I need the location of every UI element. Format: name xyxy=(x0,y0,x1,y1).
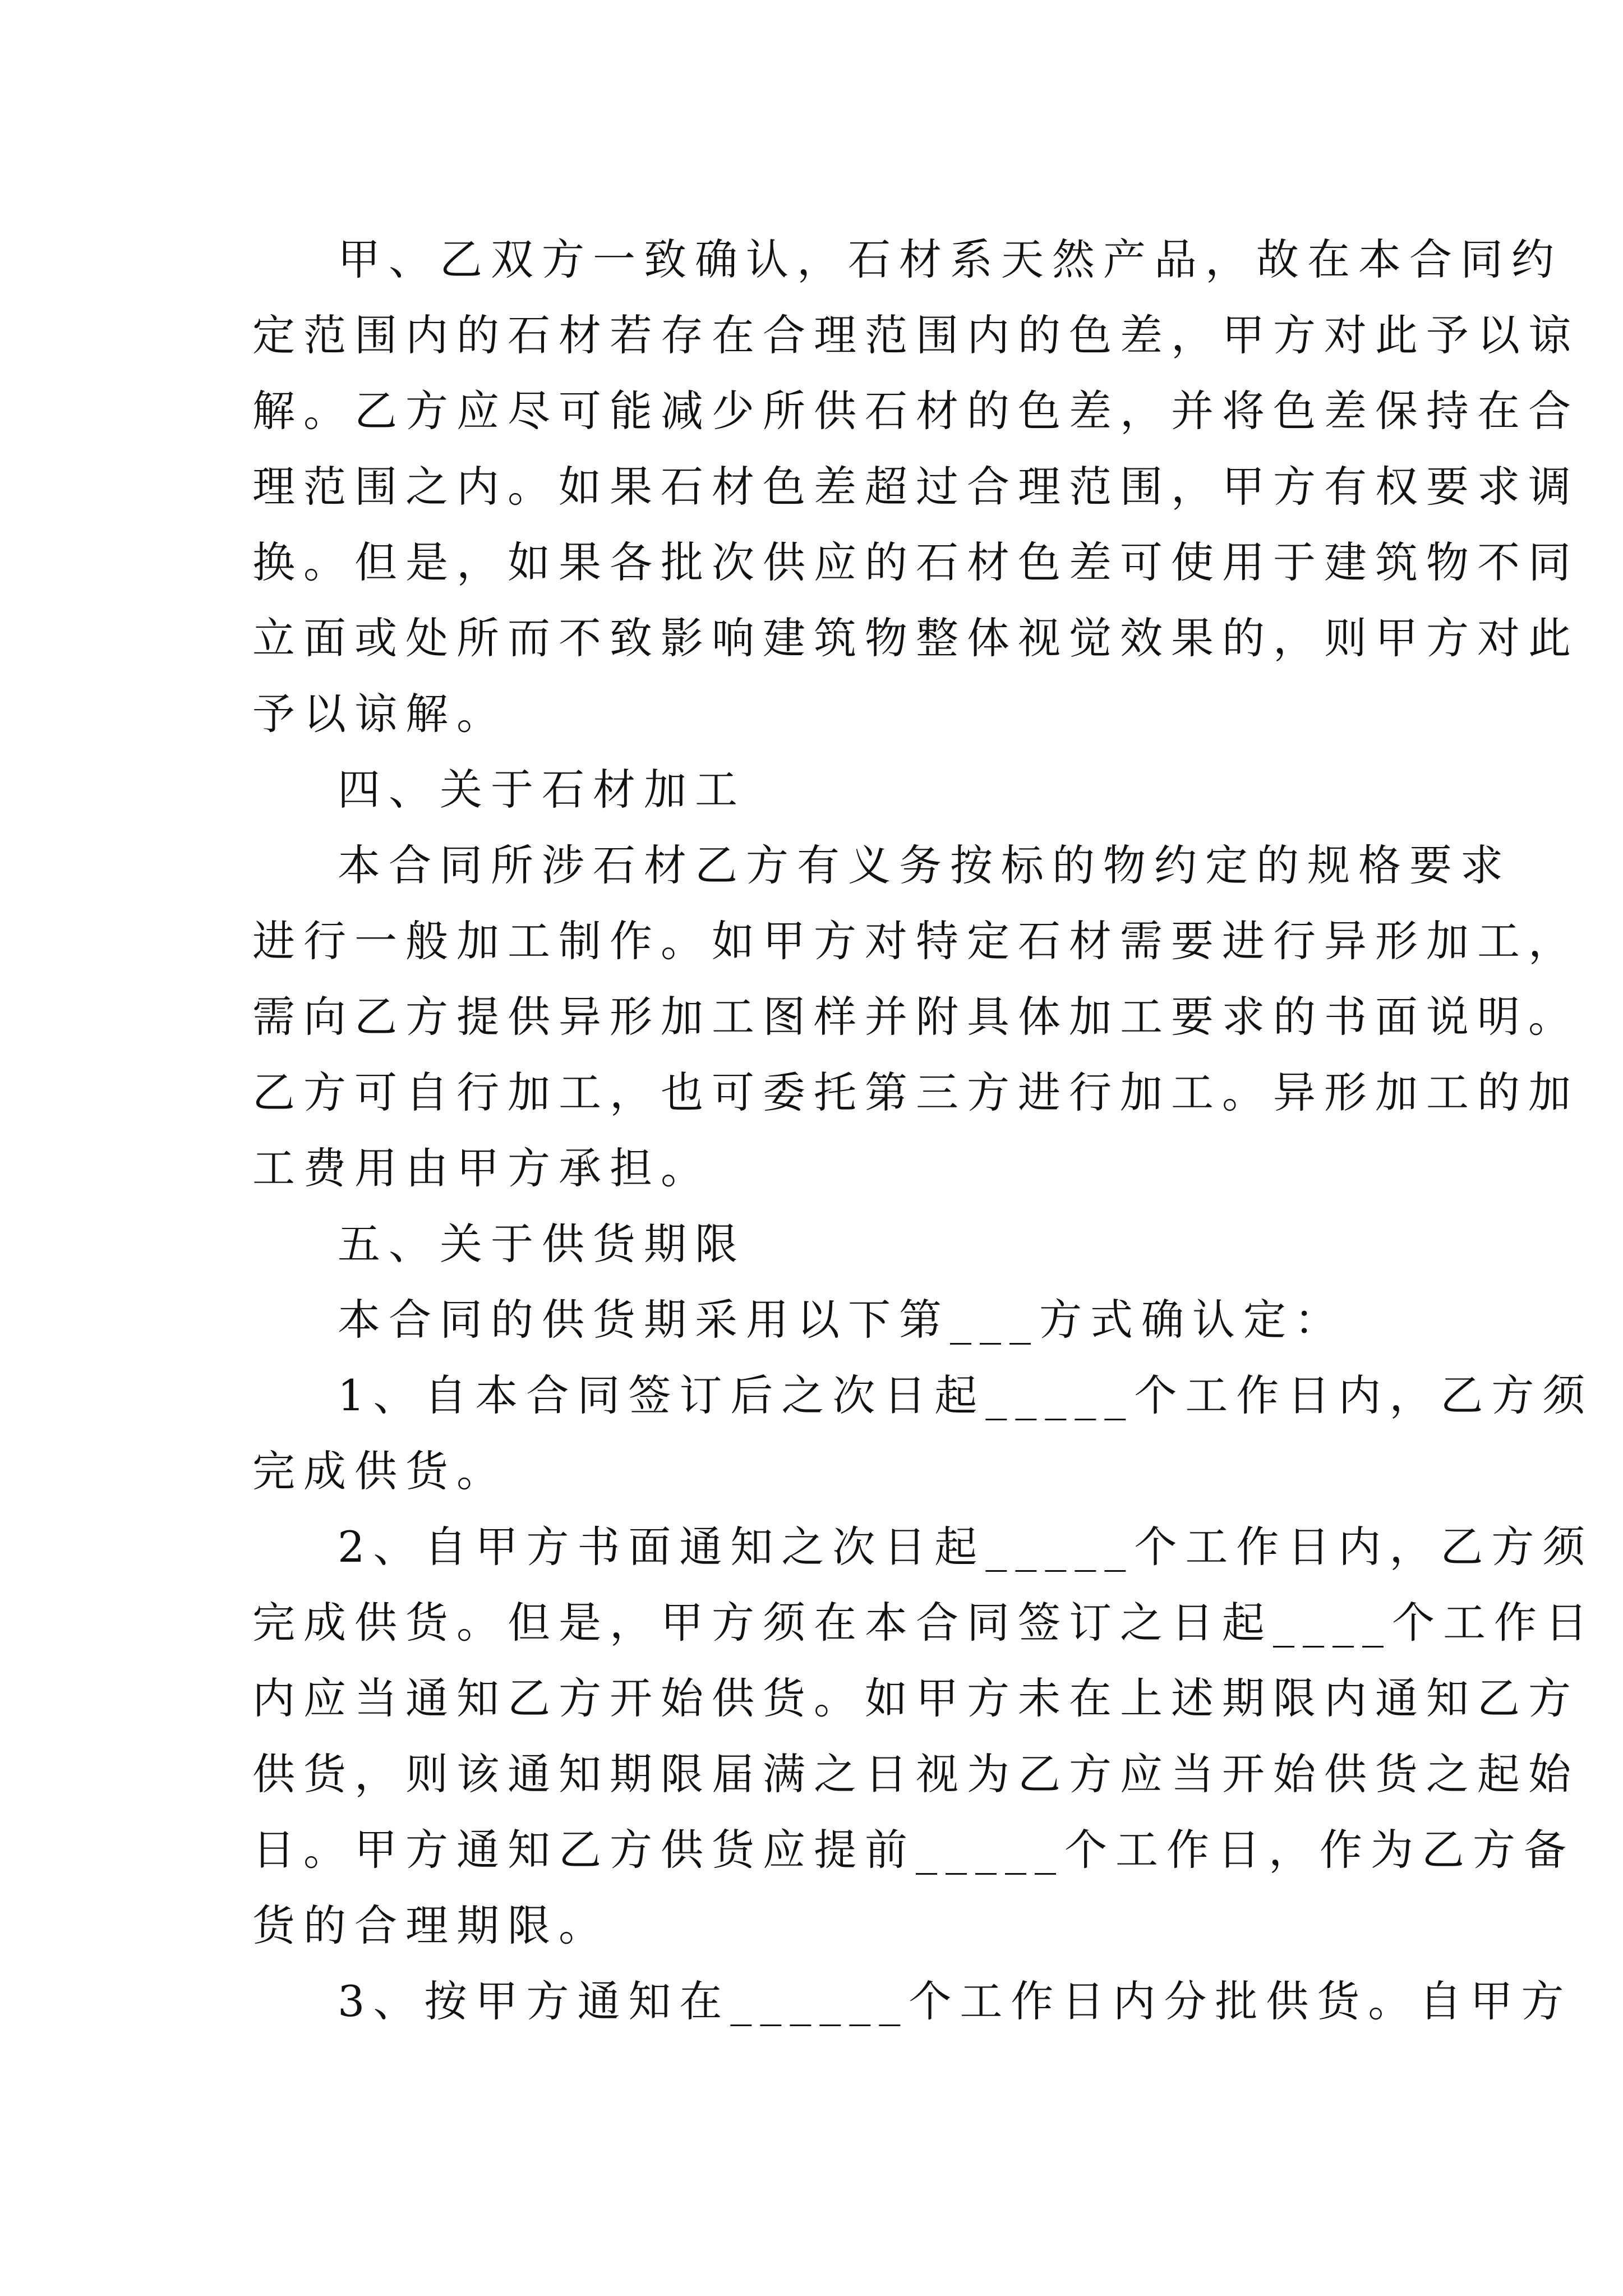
text-line: 工费用由甲方承担。 xyxy=(252,1143,712,1193)
text-line: 货的合理期限。 xyxy=(252,1901,610,1950)
text-line: 立面或处所而不致影响建筑物整体视觉效果的，则甲方对此 xyxy=(252,613,1579,663)
section-heading: 四、关于石材加工 xyxy=(338,765,746,815)
text-line: 予以谅解。 xyxy=(252,689,508,739)
text-line: 解。乙方应尽可能减少所供石材的色差，并将色差保持在合 xyxy=(252,386,1579,436)
text-line: 2、自甲方书面通知之次日起_____个工作日内，乙方须 xyxy=(338,1522,1594,1572)
text-line: 甲、乙双方一致确认，石材系天然产品，故在本合同约 xyxy=(338,234,1562,284)
document-body xyxy=(252,222,1596,2039)
text-line: 完成供货。但是，甲方须在本合同签订之日起____个工作日 xyxy=(252,1598,1596,1648)
text-line: 需向乙方提供异形加工图样并附具体加工要求的书面说明。 xyxy=(252,992,1579,1042)
text-line: 3、按甲方通知在______个工作日内分批供货。自甲方 xyxy=(338,1976,1573,2026)
text-line: 换。但是，如果各批次供应的石材色差可使用于建筑物不同 xyxy=(252,537,1579,587)
text-line: 日。甲方通知乙方供货应提前_____个工作日，作为乙方备 xyxy=(252,1825,1575,1875)
text-line: 内应当通知乙方开始供货。如甲方未在上述期限内通知乙方 xyxy=(252,1673,1579,1723)
text-line: 本合同的供货期采用以下第___方式确认定： xyxy=(338,1295,1345,1345)
text-line: 本合同所涉石材乙方有义务按标的物约定的规格要求 xyxy=(338,840,1511,890)
section-heading: 五、关于供货期限 xyxy=(338,1219,746,1269)
text-line: 供货，则该通知期限届满之日视为乙方应当开始供货之起始 xyxy=(252,1749,1579,1799)
text-line: 理范围之内。如果石材色差超过合理范围，甲方有权要求调 xyxy=(252,462,1579,512)
text-line: 定范围内的石材若存在合理范围内的色差，甲方对此予以谅 xyxy=(252,310,1579,360)
text-line: 1、自本合同签订后之次日起_____个工作日内，乙方须 xyxy=(338,1370,1594,1420)
text-line: 乙方可自行加工，也可委托第三方进行加工。异形加工的加 xyxy=(252,1068,1579,1117)
text-line: 进行一般加工制作。如甲方对特定石材需要进行异形加工， xyxy=(252,916,1579,966)
text-line: 完成供货。 xyxy=(252,1446,508,1496)
